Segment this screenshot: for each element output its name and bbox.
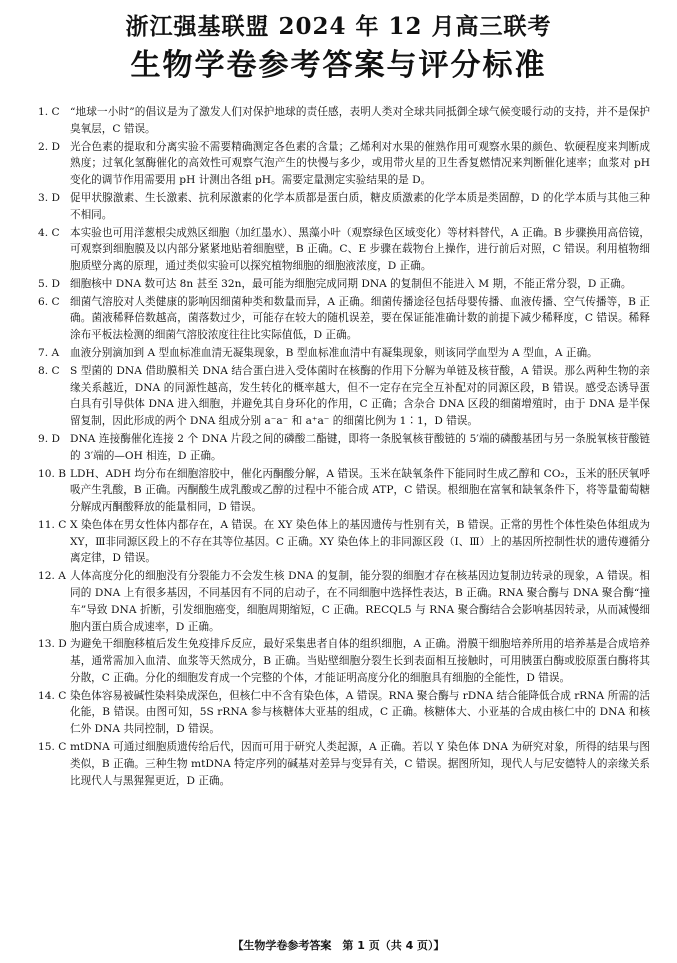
answer-number: 12. A [38,570,66,583]
answer-explanation: LDH、ADH 均分布在细胞溶胶中，催化丙酮酸分解，A 错误。玉米在缺氧条件下能同时生成乙醇和 CO₂，玉米的胚厌氧呼吸产生乳酸，B 正确。丙酮酸生成乳酸或乙醇的过程中不能合成 ATP，C 错误。根细胞在富氧和缺氧条件下，将等量葡萄糖分解成丙酮酸释放的能量相同，D 错误。 [70,467,650,514]
answer-explanation: 细菌气溶胶对人类健康的影响因细菌种类和数量而异，A 正确。细菌传播途径包括母婴传播、血液传播、空气传播等，B 正确。菌液稀释倍数越高，菌落数过少，可能存在较大的随机误差，要在保证能准确计数的前提下减少稀释度，C 错误。稀释涂布平板法检测的细菌气溶胶浓度往往比实际值低，D 正确。 [70,295,650,342]
answer-item [38,190,650,224]
answer-item [38,688,650,738]
answer-explanation: 血液分别滴加到 A 型血标准血清无凝集现象，B 型血标准血清中有凝集现象，则该同学血型为 A 型血，A 正确。 [70,347,598,360]
answer-item [38,636,650,686]
answer-item [38,363,650,430]
answer-item [38,139,650,189]
answer-number: 2. D [38,140,60,153]
answer-list [38,104,650,790]
answer-item [38,294,650,344]
answer-item [38,466,650,516]
answer-item [38,517,650,567]
answer-number: 15. C [38,741,67,754]
answer-explanation: 染色体容易被碱性染料染成深色，但核仁中不含有染色体，A 错误。RNA 聚合酶与 rDNA 结合能降低合成 rRNA 所需的活化能，B 错误。由图可知，5S rRNA 参与核糖体大亚基的组成，C 正确。核糖体大、小亚基的合成由核仁中的 DNA 和核仁外 DNA 共同控制，D 错误。 [70,689,650,736]
answer-explanation: 细胞核中 DNA 数可达 8n 甚至 32n，最可能为细胞完成同期 DNA 的复制但不能进入 M 期，不能正常分裂，D 正确。 [70,277,632,290]
answer-explanation: 促甲状腺激素、生长激素、抗利尿激素的化学本质都是蛋白质，糖皮质激素的化学本质是类固醇，D 的化学本质与其他三种不相同。 [70,191,650,221]
answer-number: 9. D [38,433,60,445]
answer-item [38,276,650,293]
answer-item [38,345,650,362]
answer-explanation: DNA 连接酶催化连接 2 个 DNA 片段之间的磷酸二酯键，即将一条脱氧核苷酸链的 5′端的磷酸基团与另一条脱氧核苷酸链的 3′端的—OH 相连，D 正确。 [70,433,650,462]
answer-number: 10. B [38,467,66,480]
document-subtitle: 生物学卷参考答案与评分标准 [130,48,547,83]
answer-number: 14. C [38,689,67,702]
answer-explanation: S 型菌的 DNA 借助膜相关 DNA 结合蛋白进入受体菌时在核酶的作用下分解为单链及核苷酸，A 错误。那么两种生物的亲缘关系越近，DNA 的同源性越高，发生转化的概率越大，但不一定存在完全互补配对的同源区段，B 错误。感受态诱导蛋白具有引导供体 DNA 进入细胞，并避免其自身环化的作用，C 正确；含杂合 DNA 区段的细菌增殖时，由于 DNA 是半保留复制，因此形成的两个 DNA 组成分别 a⁻a⁻ 和 a⁺a⁻ 的细菌比例为 1∶1，D 错误。 [70,364,650,428]
answer-number: 4. C [38,226,60,239]
answer-number: 11. C [38,518,67,531]
answer-explanation: “地球一小时”的倡议是为了激发人们对保护地球的责任感，表明人类对全球共同抵御全球气候变暖行动的支持，并不是保护臭氧层，C 错误。 [70,106,650,135]
answer-item [38,568,650,635]
page-footer: 【生物学卷参考答案 第 1 页（共 4 页）】 [232,939,445,952]
answer-number: 1. C [38,106,60,118]
answer-item [38,225,650,275]
answer-number: 7. A [38,347,60,360]
answer-item [38,104,650,138]
answer-number: 8. C [38,364,60,377]
answer-explanation: 为避免干细胞移植后发生免疫排斥反应，最好采集患者自体的组织细胞，A 正确。滑膜干细胞培养所用的培养基是合成培养基，通常需加入血清、血浆等天然成分，B 正确。当贴壁细胞分裂生长到表面相互接触时，可用胰蛋白酶或胶原蛋白酶将其分散，C 正确。分化的细胞发育成一个完整的个体，才能证明高度分化的细胞具有细胞的全能性，D 错误。 [70,638,650,684]
answer-explanation: 人体高度分化的细胞没有分裂能力不会发生核 DNA 的复制，能分裂的细胞才存在核基因边复制边转录的现象，A 错误。相同的 DNA 上有很多基因，不同基因有不同的启动子，在不同细胞中选择性表达，B 正确。RNA 聚合酶与 DNA 聚合酶“撞车”导致 DNA 折断，引发细胞癌变，细胞周期缩短，C 正确。RECQL5 与 RNA 聚合酶结合会影响基因转录，从而减慢细胞内蛋白质合成速率，D 正确。 [70,570,650,633]
answer-number: 3. D [38,191,60,204]
answer-explanation: 本实验也可用洋葱根尖成熟区细胞（加红墨水）、黑藻小叶（观察绿色区域变化）等材料替代，A 正确。B 步骤换用高倍镜，可观察到细胞膜及以内部分紧紧地贴着细胞壁，B 正确。C、E 步骤在载物台上操作，进行前后对照，C 错误。利用植物细胞质壁分离的原理，通过类似实验可以探究植物细胞的细胞液浓度，D 正确。 [70,226,650,273]
answer-number: 6. C [38,295,60,308]
answer-explanation: X 染色体在男女性体内都存在，A 错误。在 XY 染色体上的基因遗传与性别有关，B 错误。正常的男性个体性染色体组成为 XY，Ⅲ非同源区段上的不存在其等位基因。C 正确。XY 染色体上的非同源区段（Ⅰ、Ⅲ）上的基因所控制性状的遗传遵循分离定律，D 错误。 [70,518,650,565]
answer-explanation: mtDNA 可通过细胞质遗传给后代，因而可用于研究人类起源，A 正确。若以 Y 染色体 DNA 为研究对象，所得的结果与图类似，B 正确。三种生物 mtDNA 特定序列的碱基对差异与变异有关，C 错误。据图所知，现代人与尼安德特人的亲缘关系比现代人与黑猩猩更近，D 正确。 [70,741,650,787]
answer-item [38,739,650,789]
answer-number: 13. D [38,638,67,651]
answer-number: 5. D [38,277,60,290]
answer-item [38,431,650,465]
exam-title: 浙江强基联盟 2024 年 12 月高三联考 [125,13,552,40]
answer-explanation: 光合色素的提取和分离实验不需要精确测定各色素的含量；乙烯利对水果的催熟作用可观察水果的颜色、软硬程度来判断成熟度；过氧化氢酶催化的高效性可观察气泡产生的快慢与多少，或用带火星的卫生香复燃情况来判断催化速率；血浆对 pH 变化的调节作用需要用 pH 计测出各组 pH。需要定量测定实验结果的是 D。 [70,140,650,187]
